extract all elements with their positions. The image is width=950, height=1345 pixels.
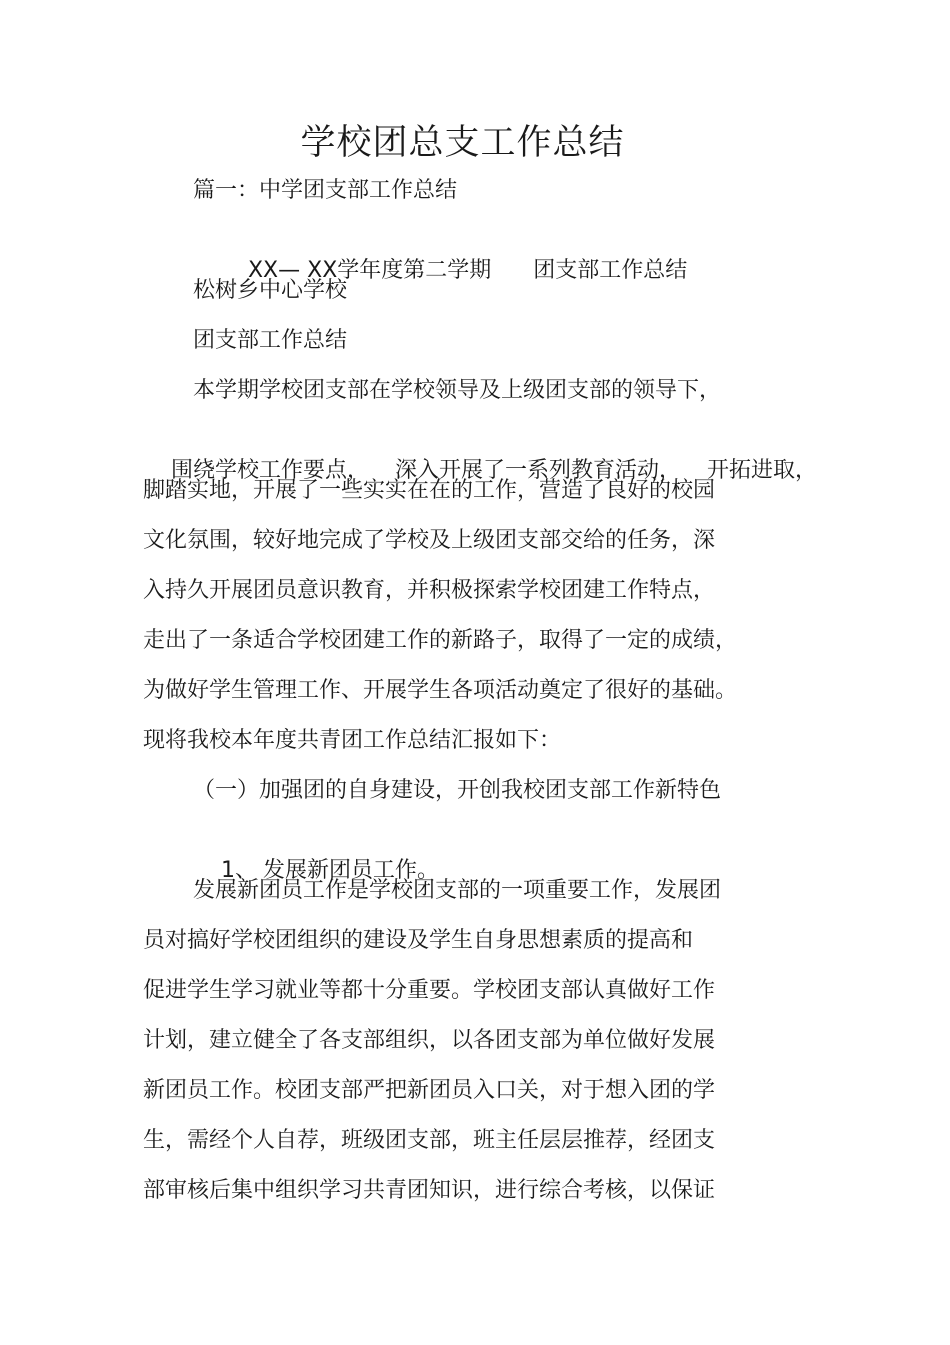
subtitle: 篇一：中学团支部工作总结 <box>193 178 458 203</box>
list-item-number: 1、 <box>220 858 257 883</box>
paragraph-line: 本学期学校团支部在学校领导及上级团支部的领导下， <box>193 378 722 403</box>
paragraph-line: 新团员工作。校团支部严把新团员入口关，对于想入团的学 <box>143 1078 716 1103</box>
paragraph-line: 促进学生学习就业等都十分重要。学校团支部认真做好工作 <box>143 978 716 1003</box>
section-label: 团支部工作总结 <box>193 328 348 353</box>
paragraph-line: 走出了一条适合学校团建工作的新路子，取得了一定的成绩， <box>143 628 738 653</box>
paragraph-line: 计划，建立健全了各支部组织，以各团支部为单位做好发展 <box>143 1028 716 1053</box>
paragraph-segment: 开拓进取， <box>707 458 818 483</box>
list-item-title: 发展新团员工作。 <box>262 858 439 883</box>
paragraph-line: 入持久开展团员意识教育，并积极探索学校团建工作特点， <box>143 578 716 603</box>
paragraph-line: 部审核后集中组织学习共青团知识，进行综合考核，以保证 <box>143 1178 716 1203</box>
paragraph-segment: 深入开展了一系列教育活动， <box>395 458 682 483</box>
section-heading: （一）加强团的自身建设，开创我校团支部工作新特色 <box>193 778 722 803</box>
paragraph-line: 现将我校本年度共青团工作总结汇报如下： <box>143 728 562 753</box>
heading-year-text: XX— XX学年度第二学期 <box>247 258 492 283</box>
school-name: 松树乡中心学校 <box>193 278 348 303</box>
paragraph-line: 文化氛围，较好地完成了学校及上级团支部交给的任务，深 <box>143 528 716 553</box>
paragraph-line: 员对搞好学校团组织的建设及学生自身思想素质的提高和 <box>143 928 694 953</box>
paragraph-line: 生，需经个人自荐，班级团支部，班主任层层推荐，经团支 <box>143 1128 716 1153</box>
paragraph-line: 为做好学生管理工作、开展学生各项活动奠定了很好的基础。 <box>143 678 738 703</box>
paragraph-segment: 围绕学校工作要点， <box>170 458 369 483</box>
document-title: 学校团总支工作总结 <box>300 123 625 163</box>
paragraph-line: 发展新团员工作是学校团支部的一项重要工作，发展团 <box>193 878 722 903</box>
paragraph-line: 脚踏实地，开展了一些实实在在的工作，营造了良好的校园 <box>143 478 716 503</box>
heading-year-suffix: 团支部工作总结 <box>533 258 688 283</box>
